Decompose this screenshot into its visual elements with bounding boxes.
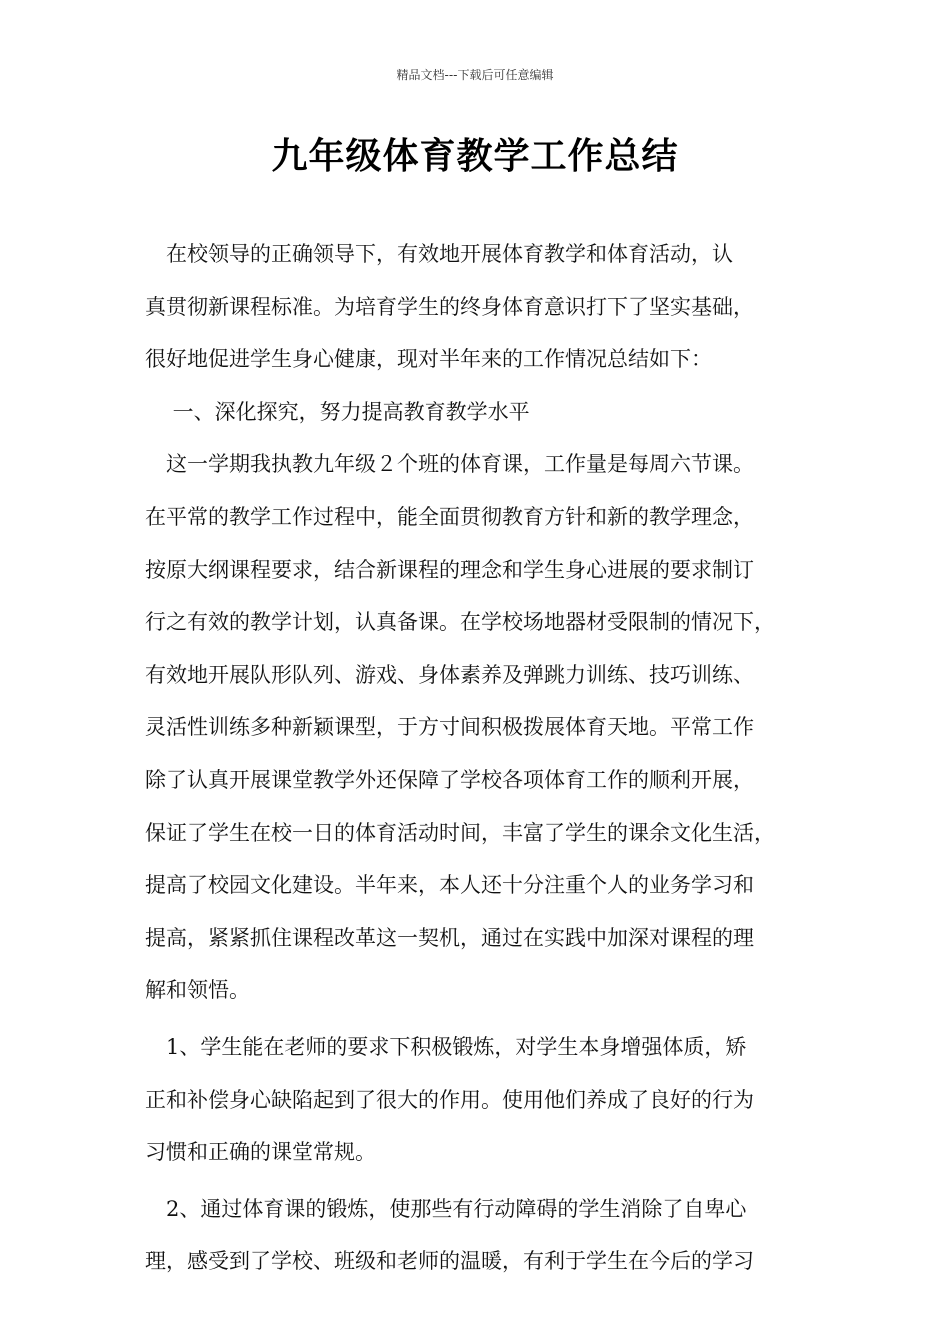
text-line: 行之有效的教学计划，认真备课。在学校场地器材受限制的情况下， <box>145 610 775 635</box>
text-line: 理，感受到了学校、班级和老师的温暖，有利于学生在今后的学习 <box>145 1249 754 1274</box>
text-line: 除了认真开展课堂教学外还保障了学校各项体育工作的顺利开展， <box>145 767 754 792</box>
text-line: 保证了学生在校一日的体育活动时间，丰富了学生的课余文化生活， <box>145 820 775 845</box>
text-line: 2、通过体育课的锻炼，使那些有行动障碍的学生消除了自卑心 <box>145 1196 747 1221</box>
text-line: 按原大纲课程要求，结合新课程的理念和学生身心进展的要求制订 <box>145 557 754 582</box>
text-line: 1、学生能在老师的要求下积极锻炼，对学生本身增强体质，矫 <box>145 1034 747 1059</box>
text-line: 真贯彻新课程标准。为培育学生的终身体育意识打下了坚实基础， <box>145 294 754 319</box>
text-line: 很好地促进学生身心健康，现对半年来的工作情况总结如下： <box>145 347 712 372</box>
text-line: 习惯和正确的课堂常规。 <box>145 1140 376 1165</box>
text-line: 在平常的教学工作过程中，能全面贯彻教育方针和新的教学理念， <box>145 504 754 529</box>
text-line: 这一学期我执教九年级２个班的体育课，工作量是每周六节课。 <box>145 452 754 477</box>
text-line: 灵活性训练多种新颖课型，于方寸间积极拨展体育天地。平常工作 <box>145 715 754 740</box>
text-line: 提高，紧紧抓住课程改革这一契机，通过在实践中加深对课程的理 <box>145 925 754 950</box>
text-line: 正和补偿身心缺陷起到了很大的作用。使用他们养成了良好的行为 <box>145 1087 754 1112</box>
text-line: 解和领悟。 <box>145 978 250 1003</box>
document-title: 九年级体育教学工作总结 <box>271 136 679 177</box>
header-note: 精品文档---下载后可任意编辑 <box>396 68 554 82</box>
text-line: 提高了校园文化建设。半年来，本人还十分注重个人的业务学习和 <box>145 873 754 898</box>
section-heading: 一、深化探究，努力提高教育教学水平 <box>145 399 530 424</box>
document-body <box>145 228 825 1288</box>
text-line: 有效地开展队形队列、游戏、身体素养及弹跳力训练、技巧训练、 <box>145 662 754 687</box>
text-line: 在校领导的正确领导下，有效地开展体育教学和体育活动，认 <box>145 242 733 266</box>
